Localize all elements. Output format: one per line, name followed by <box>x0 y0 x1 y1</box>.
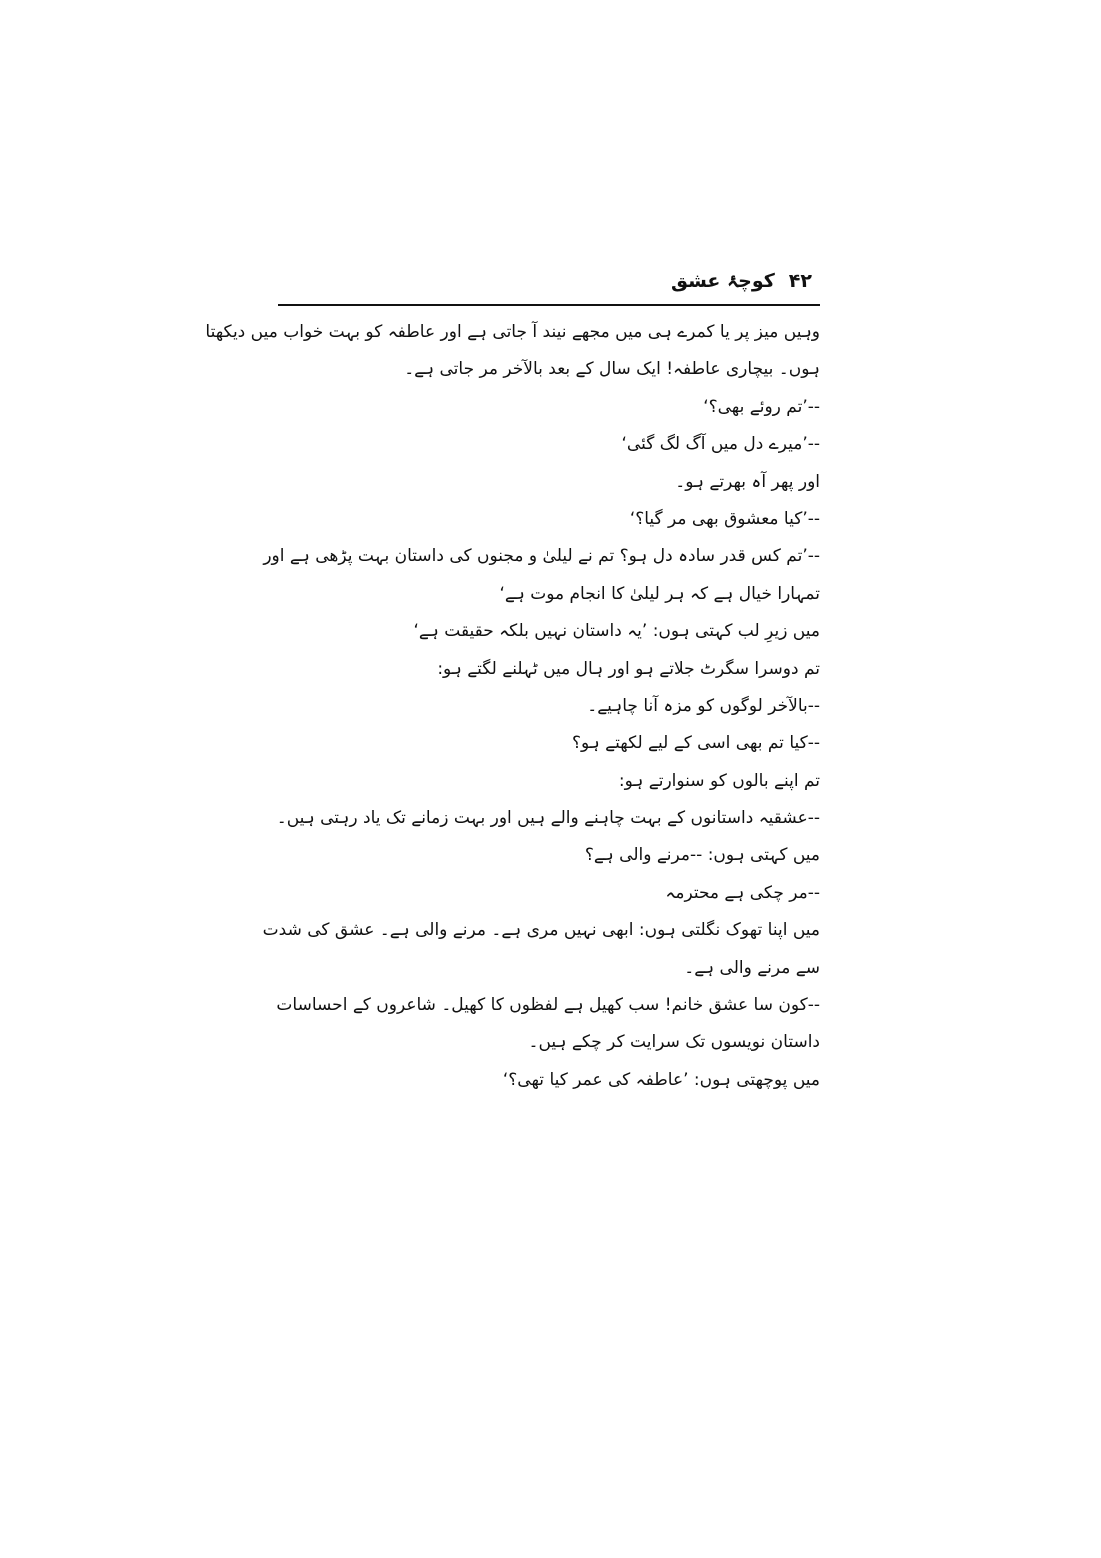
text-line: --کون سا عشق خانم! سب کھیل ہے لفظوں کا کھیل۔ شاعروں کے احساسات <box>276 995 820 1016</box>
text-line: --’تم کس قدر سادہ دل ہو؟ تم نے لیلیٰ و مجنوں کی داستان بہت پڑھی ہے اور <box>263 546 820 567</box>
text-line: میں پوچھتی ہوں: ’عاطفہ کی عمر کیا تھی؟‘ <box>502 1069 820 1090</box>
running-header <box>278 270 820 304</box>
text-line: میں کہتی ہوں: --مرنے والی ہے؟ <box>584 845 820 866</box>
text-line: --عشقیہ داستانوں کے بہت چاہنے والے ہیں اور بہت زمانے تک یاد رہتی ہیں۔ <box>276 808 820 829</box>
body-text <box>205 314 820 1099</box>
text-line: میں زیرِ لب کہتی ہوں: ’یہ داستان نہیں بلکہ حقیقت ہے‘ <box>413 621 820 642</box>
text-line: تم دوسرا سگرٹ جلاتے ہو اور ہال میں ٹہلنے لگتے ہو: <box>437 658 820 679</box>
text-line: --بالآخر لوگوں کو مزہ آنا چاہیے۔ <box>587 695 820 716</box>
text-line: تمہارا خیال ہے کہ ہر لیلیٰ کا انجام موت ہے‘ <box>499 583 820 604</box>
text-line: --مر چکی ہے محترمہ <box>665 882 820 903</box>
text-line: میں اپنا تھوک نگلتی ہوں: ابھی نہیں مری ہے۔ مرنے والی ہے۔ عشق کی شدت <box>262 920 820 941</box>
text-line: سے مرنے والی ہے۔ <box>684 957 820 978</box>
text-line: تم اپنے بالوں کو سنوارتے ہو: <box>618 770 820 791</box>
text-line: --’کیا معشوق بھی مر گیا؟‘ <box>629 508 820 529</box>
text-line: --’تم روئے بھی؟‘ <box>703 396 820 417</box>
text-line: وہیں میز پر یا کمرے ہی میں مجھے نیند آ جاتی ہے اور عاطفہ کو بہت خواب میں دیکھتا <box>205 322 820 342</box>
text-line: اور پھر آہ بھرتے ہو۔ <box>675 471 820 492</box>
text-line: ہوں۔ بیچاری عاطفہ! ایک سال کے بعد بالآخر مر جاتی ہے۔ <box>404 359 820 380</box>
text-line: --کیا تم بھی اسی کے لیے لکھتے ہو؟ <box>571 733 820 754</box>
header-rule <box>278 304 820 306</box>
book-title: کوچۂ عشق <box>670 270 775 292</box>
text-line: داستان نویسوں تک سرایت کر چکے ہیں۔ <box>528 1032 820 1053</box>
text-line: --’میرے دل میں آگ لگ گئی‘ <box>621 434 820 455</box>
page-number: ۴۲ <box>788 270 812 292</box>
book-page <box>205 270 820 1099</box>
